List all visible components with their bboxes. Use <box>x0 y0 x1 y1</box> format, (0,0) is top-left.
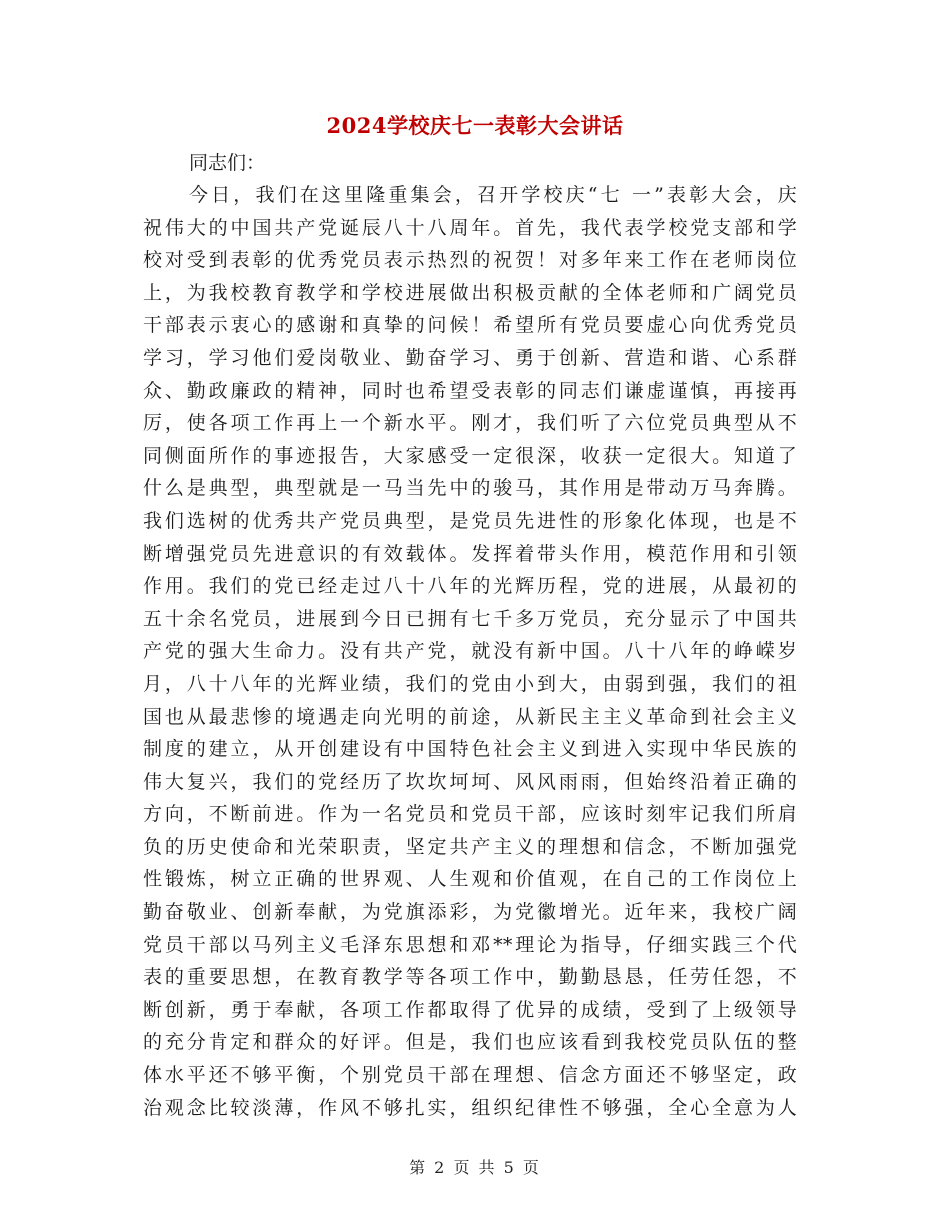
document-title: 2024学校庆七一表彰大会讲话 <box>326 113 624 138</box>
body-line: 众、勤政廉政的精神，同时也希望受表彰的同志们谦虚谨慎，再接再 <box>143 379 797 402</box>
body-paragraph <box>143 179 797 1124</box>
body-line: 勤奋敬业、创新奉献，为党旗添彩，为党徽增光。近年来，我校广阔 <box>143 901 797 924</box>
page-footer: 第 2 页 共 5 页 <box>409 1158 541 1177</box>
body-line: 今日，我们在这里隆重集会，召开学校庆“七 一”表彰大会，庆 <box>189 184 797 206</box>
body-line: 国也从最悲惨的境遇走向光明的前途，从新民主主义革命到社会主义 <box>143 705 797 728</box>
body-line: 五十余名党员，进展到今日已拥有七千多万党员，充分显示了中国共 <box>143 607 797 630</box>
body-line: 上，为我校教育教学和学校进展做出积极贡献的全体老师和广阔党员 <box>143 281 797 304</box>
body-line: 伟大复兴，我们的党经历了坎坎坷坷、风风雨雨，但始终沿着正确的 <box>143 770 797 793</box>
body-line: 月，八十八年的光辉业绩，我们的党由小到大，由弱到强，我们的祖 <box>143 672 797 695</box>
body-line: 我们选树的优秀共产党员典型，是党员先进性的形象化体现，也是不 <box>143 509 797 532</box>
body-line: 学习，学习他们爱岗敬业、勤奋学习、勇于创新、营造和谐、心系群 <box>143 346 797 369</box>
body-line: 厉，使各项工作再上一个新水平。刚才，我们听了六位党员典型从不 <box>143 412 797 435</box>
body-line: 校对受到表彰的优秀党员表示热烈的祝贺！对多年来工作在老师岗位 <box>143 249 797 272</box>
body-line: 干部表示衷心的感谢和真挚的问候！希望所有党员要虚心向优秀党员 <box>143 314 797 337</box>
body-line: 表的重要思想，在教育教学等各项工作中，勤勤恳恳，任劳任怨，不 <box>143 966 797 989</box>
body-line: 体水平还不够平衡，个别党员干部在理想、信念方面还不够坚定，政 <box>143 1064 797 1087</box>
body-line: 断增强党员先进意识的有效载体。发挥着带头作用，模范作用和引领 <box>143 542 797 565</box>
body-line: 性锻炼，树立正确的世界观、人生观和价值观，在自己的工作岗位上 <box>143 868 797 891</box>
body-line: 同侧面所作的事迹报告，大家感受一定很深，收获一定很大。知道了 <box>143 444 797 467</box>
body-line: 什么是典型，典型就是一马当先中的骏马，其作用是带动万马奔腾。 <box>143 477 797 500</box>
body-line: 治观念比较淡薄，作风不够扎实，组织纪律性不够强，全心全意为人 <box>143 1096 797 1119</box>
body-line: 方向，不断前进。作为一名党员和党员干部，应该时刻牢记我们所肩 <box>143 803 797 826</box>
body-line: 断创新，勇于奉献，各项工作都取得了优异的成绩，受到了上级领导 <box>143 998 797 1021</box>
body-line: 产党的强大生命力。没有共产党，就没有新中国。八十八年的峥嵘岁 <box>143 640 797 663</box>
body-line: 制度的建立，从开创建设有中国特色社会主义到进入实现中华民族的 <box>143 738 797 761</box>
body-line: 祝伟大的中国共产党诞辰八十八周年。首先，我代表学校党支部和学 <box>143 216 797 239</box>
body-line: 的充分肯定和群众的好评。但是，我们也应该看到我校党员队伍的整 <box>143 1031 797 1054</box>
body-line: 负的历史使命和光荣职责，坚定共产主义的理想和信念，不断加强党 <box>143 835 797 858</box>
salutation: 同志们： <box>189 152 266 174</box>
body-line: 作用。我们的党已经走过八十八年的光辉历程，党的进展，从最初的 <box>143 575 797 598</box>
body-line: 党员干部以马列主义毛泽东思想和邓**理论为指导，仔细实践三个代 <box>143 933 797 956</box>
